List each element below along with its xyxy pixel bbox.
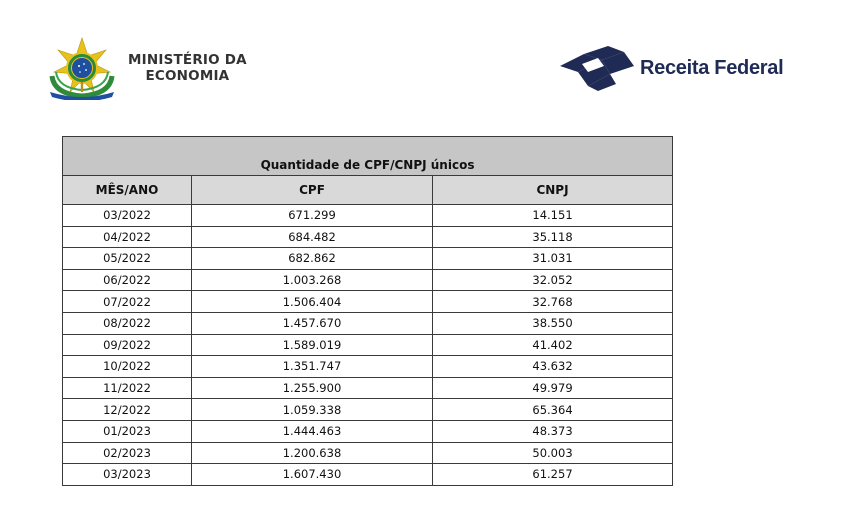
cell-cpf: 1.059.338 (192, 399, 433, 421)
ministry-header (44, 36, 247, 100)
cell-cnpj: 14.151 (433, 205, 673, 227)
cpf-cnpj-table-container (62, 136, 672, 486)
cell-cpf: 1.255.900 (192, 377, 433, 399)
table-row (63, 356, 673, 378)
cell-cnpj: 32.768 (433, 291, 673, 313)
cell-cnpj: 32.052 (433, 269, 673, 291)
cell-cnpj: 61.257 (433, 464, 673, 486)
brazil-coat-of-arms-icon (44, 36, 120, 100)
cell-cpf: 1.200.638 (192, 442, 433, 464)
table-row (63, 269, 673, 291)
ministry-name (128, 52, 247, 84)
cell-cnpj: 38.550 (433, 312, 673, 334)
cell-month: 07/2022 (63, 291, 192, 313)
cell-cnpj: 49.979 (433, 377, 673, 399)
table-row (63, 420, 673, 442)
table-row (63, 442, 673, 464)
cell-cpf: 1.444.463 (192, 420, 433, 442)
column-header-cnpj: CNPJ (433, 176, 673, 205)
cell-cpf: 671.299 (192, 205, 433, 227)
cell-cpf: 1.351.747 (192, 356, 433, 378)
cell-month: 03/2022 (63, 205, 192, 227)
table-row (63, 205, 673, 227)
table-row (63, 334, 673, 356)
cell-month: 10/2022 (63, 356, 192, 378)
table-row (63, 226, 673, 248)
cell-month: 04/2022 (63, 226, 192, 248)
cell-cpf: 1.607.430 (192, 464, 433, 486)
cell-cnpj: 50.003 (433, 442, 673, 464)
cpf-cnpj-table (62, 136, 673, 486)
cell-cnpj: 35.118 (433, 226, 673, 248)
cell-month: 06/2022 (63, 269, 192, 291)
cell-cpf: 1.457.670 (192, 312, 433, 334)
cell-cnpj: 31.031 (433, 248, 673, 270)
ministry-line-1: MINISTÉRIO DA (128, 52, 247, 68)
column-header-month: MÊS/ANO (63, 176, 192, 205)
cell-month: 11/2022 (63, 377, 192, 399)
cell-cpf: 1.506.404 (192, 291, 433, 313)
column-header-cpf: CPF (192, 176, 433, 205)
table-title: Quantidade de CPF/CNPJ únicos (63, 137, 673, 176)
cell-month: 02/2023 (63, 442, 192, 464)
cell-cnpj: 65.364 (433, 399, 673, 421)
table-row (63, 248, 673, 270)
cell-cpf: 684.482 (192, 226, 433, 248)
cell-cnpj: 41.402 (433, 334, 673, 356)
table-row (63, 291, 673, 313)
cell-month: 12/2022 (63, 399, 192, 421)
cell-month: 05/2022 (63, 248, 192, 270)
cell-cpf: 1.003.268 (192, 269, 433, 291)
cell-month: 01/2023 (63, 420, 192, 442)
cell-month: 09/2022 (63, 334, 192, 356)
cell-month: 08/2022 (63, 312, 192, 334)
cell-cnpj: 43.632 (433, 356, 673, 378)
cell-month: 03/2023 (63, 464, 192, 486)
receita-federal-logo-icon (558, 44, 636, 92)
brand-name: Receita Federal (640, 56, 784, 79)
cell-cpf: 682.862 (192, 248, 433, 270)
table-row (63, 312, 673, 334)
table-row (63, 464, 673, 486)
cell-cpf: 1.589.019 (192, 334, 433, 356)
cell-cnpj: 48.373 (433, 420, 673, 442)
table-row (63, 399, 673, 421)
ministry-line-2: ECONOMIA (145, 68, 230, 84)
table-row (63, 377, 673, 399)
receita-federal-header (558, 44, 783, 92)
